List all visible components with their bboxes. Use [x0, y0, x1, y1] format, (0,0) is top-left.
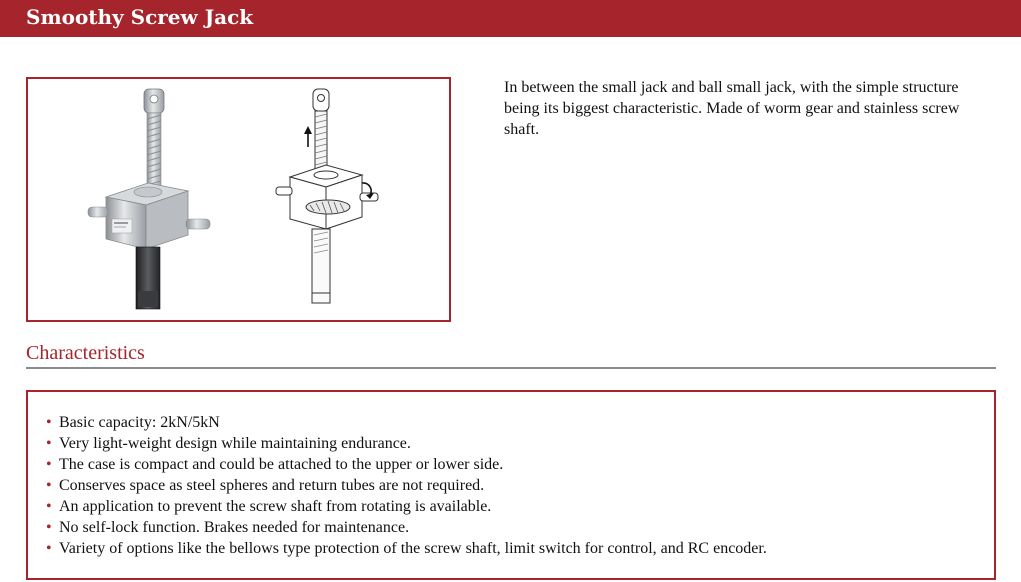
bullet-icon: • [46, 477, 52, 494]
list-item: • Basic capacity: 2kN/5kN [46, 414, 220, 431]
list-item: • Very light-weight design while maintaining endurance. [46, 435, 411, 452]
list-item: • An application to prevent the screw shaft from rotating is available. [46, 498, 492, 515]
bullet-icon: • [46, 456, 52, 473]
product-image-frame [26, 77, 451, 322]
characteristics-box [26, 390, 996, 580]
product-description: In between the small jack and ball small jack, with the simple structure being its biggest characteristic. Made of worm gear and stainless screw shaft. [504, 79, 960, 138]
bullet-icon: • [46, 435, 52, 452]
list-item: • No self-lock function. Brakes needed for maintenance. [46, 519, 410, 536]
section-divider [26, 367, 996, 369]
list-item: • The case is compact and could be attached to the upper or lower side. [46, 456, 504, 473]
title-bar [0, 0, 1021, 37]
list-item: • Variety of options like the bellows type protection of the screw shaft, limit switch for control, and RC encoder. [46, 540, 767, 557]
page-title: Smoothy Screw Jack [26, 5, 254, 29]
bullet-icon: • [46, 414, 52, 431]
characteristics-heading: Characteristics [26, 342, 145, 364]
characteristics-list [46, 412, 767, 559]
list-item: • Conserves space as steel spheres and return tubes are not required. [46, 477, 485, 494]
bullet-icon: • [46, 540, 52, 557]
screw-jack-cutaway-diagram-icon [276, 89, 378, 303]
screw-jack-photo-icon [88, 89, 210, 309]
bullet-icon: • [46, 498, 52, 515]
product-images [28, 79, 449, 320]
bullet-icon: • [46, 519, 52, 536]
